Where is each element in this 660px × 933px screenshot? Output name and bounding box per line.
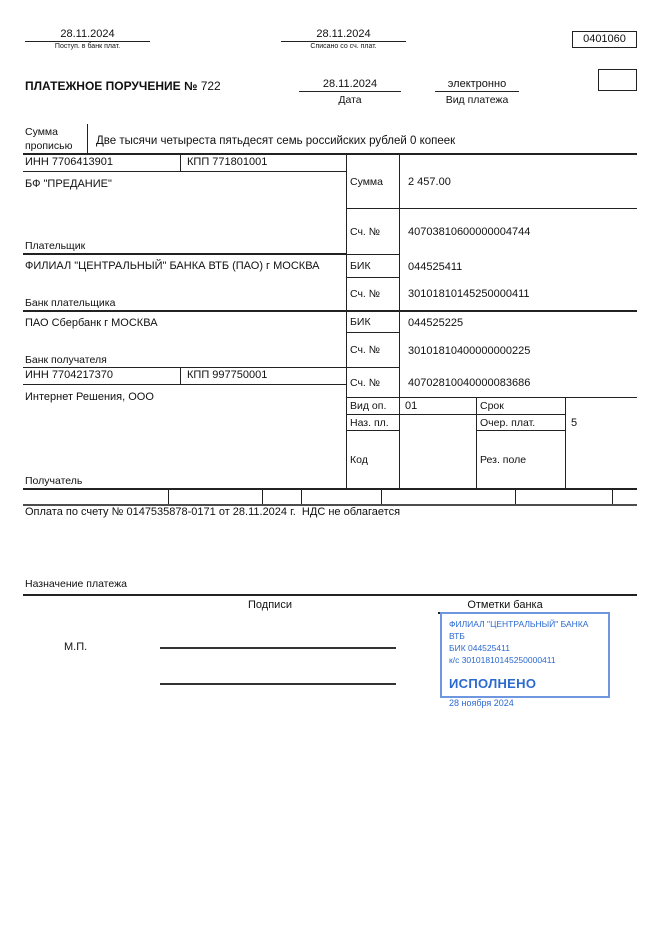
payer-label: Плательщик <box>25 240 86 252</box>
payer-bank-account-label: Сч. № <box>347 278 400 310</box>
payer-bank-name: ФИЛИАЛ "ЦЕНТРАЛЬНЫЙ" БАНКА ВТБ (ПАО) г МОСКВА <box>25 260 320 272</box>
amount-in-words-row <box>23 124 637 155</box>
operation-details-grid <box>347 398 637 488</box>
date-field <box>299 78 401 106</box>
payer-inn-row <box>23 155 346 172</box>
beneficiary-bank-bik-value: 044525225 <box>408 316 464 329</box>
reserve-field-label: Рез. поле <box>477 431 566 488</box>
beneficiary-bank-account-label: Сч. № <box>347 333 400 368</box>
amount-in-words-value: Две тысячи четыреста пятьдесят семь российских рублей 0 копеек <box>96 135 456 147</box>
signature-line-2 <box>160 683 396 685</box>
payer-bank-account-row <box>347 278 637 312</box>
payer-kpp: КПП 771801001 <box>187 156 268 168</box>
priority-value: 5 <box>571 417 578 429</box>
extra-field-cell <box>613 490 637 504</box>
extra-field-cell <box>516 490 613 504</box>
purpose-divider-line <box>23 594 637 596</box>
beneficiary-name: Интернет Решения, ООО <box>25 391 154 403</box>
bank-marks-title: Отметки банка <box>467 599 543 611</box>
payer-bank-bik-row <box>347 255 637 278</box>
stamp-bik: БИК 044525411 <box>449 642 510 653</box>
extra-fields-row <box>23 490 637 506</box>
parties-block <box>23 155 637 490</box>
payment-kind-label: Вид платежа <box>445 94 509 106</box>
document-title-text: ПЛАТЕЖНОЕ ПОРУЧЕНИЕ № <box>25 79 198 93</box>
stamp-place-label: М.П. <box>64 641 88 653</box>
payer-cell <box>23 172 346 255</box>
beneficiary-account-value: 40702810040000083686 <box>408 376 531 389</box>
beneficiary-bank-account-value: 30101810400000000225 <box>408 344 531 357</box>
bank-execution-stamp <box>440 612 610 708</box>
code-value <box>400 431 477 488</box>
beneficiary-bank-bik-row <box>347 312 637 333</box>
term-label: Срок <box>477 398 566 415</box>
document-number: 722 <box>200 79 221 93</box>
payer-bank-bik-value: 044525411 <box>408 260 463 273</box>
beneficiary-label: Получатель <box>25 475 83 487</box>
op-kind-value: 01 <box>400 398 477 415</box>
priority-label: Очер. плат. <box>477 415 566 431</box>
beneficiary-inn-row <box>23 368 346 385</box>
beneficiary-kpp: КПП 997750001 <box>187 369 268 381</box>
amount-value: 2 457.00 <box>408 175 451 188</box>
received-in-bank-block <box>25 28 150 50</box>
extra-field-cell <box>382 490 516 504</box>
payment-kind-field <box>435 78 519 106</box>
payment-purpose-label: Назначение платежа <box>25 578 127 590</box>
stamp-bank-name: ФИЛИАЛ "ЦЕНТРАЛЬНЫЙ" БАНКА ВТБ <box>449 619 589 641</box>
payer-bank-cell <box>23 255 346 312</box>
op-kind-label: Вид оп. <box>347 398 400 415</box>
stamp-date: 28 ноября 2024 <box>449 697 514 708</box>
extra-field-cell <box>302 490 382 504</box>
purpose-kind-label: Наз. пл. <box>347 415 400 431</box>
beneficiary-bank-label: Банк получателя <box>25 354 107 366</box>
stamp-corr-account: к/с 30101810145250000411 <box>449 654 556 665</box>
stamp-status: ИСПОЛНЕНО <box>449 675 537 691</box>
payer-inn: ИНН 7706413901 <box>23 155 181 171</box>
beneficiary-bank-account-row <box>347 333 637 368</box>
beneficiary-account-label: Сч. № <box>347 368 400 397</box>
extra-field-cell <box>169 490 263 504</box>
extra-field-cell <box>263 490 302 504</box>
payer-account-value: 40703810600000004744 <box>408 226 531 238</box>
parties-left-column <box>23 155 347 488</box>
code-label: Код <box>347 431 400 488</box>
extra-field-cell <box>23 490 169 504</box>
beneficiary-cell <box>23 385 346 488</box>
payment-kind-value: электронно <box>435 78 519 92</box>
payer-bank-label: Банк плательщика <box>25 297 116 309</box>
debited-date: 28.11.2024 <box>281 28 406 42</box>
payer-account-row <box>347 209 637 255</box>
purpose-kind-value <box>400 415 477 431</box>
amount-label: Сумма <box>347 155 400 208</box>
beneficiary-bank-cell <box>23 312 346 368</box>
beneficiary-bank-name: ПАО Сбербанк г МОСКВА <box>25 317 158 329</box>
signatures-title: Подписи <box>248 599 292 611</box>
received-caption: Поступ. в банк плат. <box>54 43 121 50</box>
amount-in-words-label: Сумма прописью <box>23 124 88 153</box>
amount-row <box>347 155 637 209</box>
beneficiary-inn: ИНН 7704217370 <box>23 368 181 384</box>
requisites-right-column <box>347 155 637 488</box>
date-label: Дата <box>338 94 362 106</box>
payment-purpose-text: Оплата по счету № 0147535878-0171 от 28.11.2024 г. НДС не облагается <box>25 506 401 518</box>
debited-caption: Списано со сч. плат. <box>310 43 377 50</box>
form-code-box: 0401060 <box>572 31 637 48</box>
document-title <box>25 79 221 93</box>
main-table <box>23 124 637 506</box>
payer-bank-account-value: 30101810145250000411 <box>408 288 530 300</box>
signature-line-1 <box>160 647 396 649</box>
payment-kind-checkbox <box>598 69 637 91</box>
payer-account-label: Сч. № <box>347 209 400 255</box>
reserve-field-value <box>566 431 637 488</box>
debited-from-account-block <box>281 28 406 50</box>
received-date: 28.11.2024 <box>25 28 150 42</box>
payer-name: БФ "ПРЕДАНИЕ" <box>25 178 112 190</box>
term-value <box>566 398 637 415</box>
beneficiary-bank-bik-label: БИК <box>347 312 400 333</box>
payer-bank-bik-label: БИК <box>347 255 400 278</box>
beneficiary-account-row <box>347 368 637 398</box>
date-value: 28.11.2024 <box>299 78 401 92</box>
